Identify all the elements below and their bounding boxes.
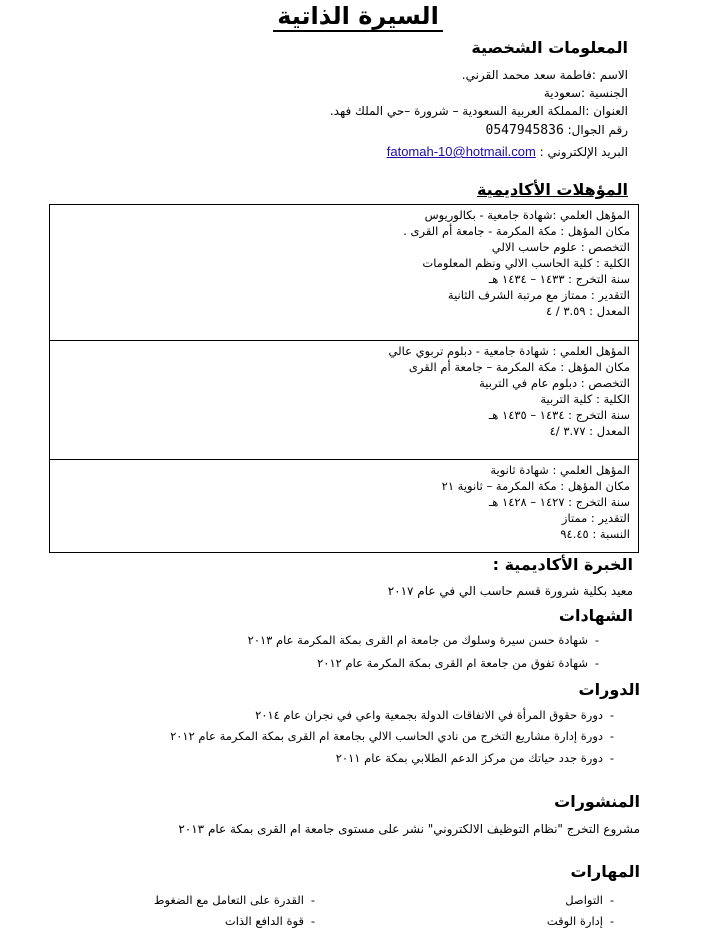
publications-text: مشروع التخرج "نظام التوظيف الالكتروني" نشر على مستوى جامعة ام القرى بمكة عام ٢٠١٣: [178, 822, 640, 836]
personal-heading: المعلومات الشخصية: [471, 38, 628, 57]
q1-college: الكلية : كلية الحاسب الالي ونظم المعلومات: [422, 256, 630, 270]
course-item: -دورة جدد حياتك من مركز الدعم الطلابي بمكة عام ٢٠١١: [335, 751, 615, 765]
skill-item: -القدرة على التعامل مع الضغوط: [153, 893, 316, 907]
q2-degree: المؤهل العلمي : شهادة جامعية - دبلوم تربوي عالي: [388, 344, 630, 358]
name-line: الاسم :فاطمة سعد محمد القرني.: [461, 68, 628, 82]
qualifications-table: [49, 204, 639, 553]
skill-item: -إدارة الوقت: [546, 914, 615, 928]
qualifications-heading: المؤهلات الأكاديمية: [476, 180, 628, 199]
email-line: [387, 144, 628, 159]
q1-grad-year: سنة التخرج : ١٤٣٣ – ١٤٣٤ هـ: [488, 272, 630, 286]
q3-percentage: النسبة : ٩٤.٤٥: [560, 527, 630, 541]
q1-degree: المؤهل العلمي :شهادة جامعية - بكالوريوس: [424, 208, 630, 222]
q3-place: مكان المؤهل : مكة المكرمة – ثانوية ٢١: [441, 479, 630, 493]
q1-grade: التقدير : ممتاز مع مرتبة الشرف الثانية: [447, 288, 630, 302]
q2-grad-year: سنة التخرج : ١٤٣٤ – ١٤٣٥ هـ: [488, 408, 630, 422]
skill-item: -قوة الدافع الذات: [224, 914, 316, 928]
nationality-line: الجنسية :سعودية: [543, 86, 628, 100]
q2-place: مكان المؤهل : مكة المكرمة – جامعة أم القرى: [408, 360, 630, 374]
phone-label: رقم الجوال:: [567, 123, 628, 137]
q1-major: التخصص : علوم حاسب الالي: [491, 240, 630, 254]
page-title: السيرة الذاتية: [0, 2, 716, 30]
q2-gpa: المعدل : ٣.٧٧ /٤: [549, 424, 630, 438]
phone-line: [486, 123, 628, 138]
skills-heading: المهارات: [570, 862, 640, 881]
experience-text: معيد بكلية شرورة قسم حاسب الي في عام ٢٠١٧: [387, 584, 633, 598]
certificate-item: -شهادة تفوق من جامعة ام القرى بمكة المكرمة عام ٢٠١٢: [317, 656, 600, 670]
skill-item: -التواصل: [565, 893, 615, 907]
q2-major: التخصص : دبلوم عام في التربية: [479, 376, 630, 390]
certificates-heading: الشهادات: [558, 606, 633, 625]
q1-place: مكان المؤهل : مكة المكرمة - جامعة أم القرى .: [403, 224, 630, 238]
email-link[interactable]: fatomah-10@hotmail.com: [386, 144, 536, 159]
email-label: البريد الإلكتروني :: [539, 145, 628, 159]
address-line: العنوان :المملكة العربية السعودية – شرورة –حي الملك فهد.: [329, 104, 628, 118]
publications-heading: المنشورات: [554, 792, 640, 811]
course-item: -دورة حقوق المرأة في الاتفاقات الدولة بجمعية واعي في نجران عام ٢٠١٤: [255, 708, 615, 722]
phone-number: 0547945836: [485, 123, 564, 138]
q3-grad-year: سنة التخرج : ١٤٢٧ – ١٤٢٨ هـ: [488, 495, 630, 509]
course-item: -دورة إدارة مشاريع التخرج من نادي الحاسب الالي بجامعة ام القرى بمكة المكرمة عام ٢٠١٢: [170, 729, 615, 743]
experience-heading: الخبرة الأكاديمية :: [492, 555, 633, 574]
q2-college: الكلية : كلية التربية: [540, 392, 630, 406]
q3-grade: التقدير : ممتاز: [561, 511, 630, 525]
q3-degree: المؤهل العلمي : شهادة ثانوية: [490, 463, 630, 477]
q1-gpa: المعدل : ٣.٥٩ / ٤: [545, 304, 630, 318]
courses-heading: الدورات: [578, 680, 640, 699]
certificate-item: -شهادة حسن سيرة وسلوك من جامعة ام القرى بمكة المكرمة عام ٢٠١٣: [247, 633, 600, 647]
